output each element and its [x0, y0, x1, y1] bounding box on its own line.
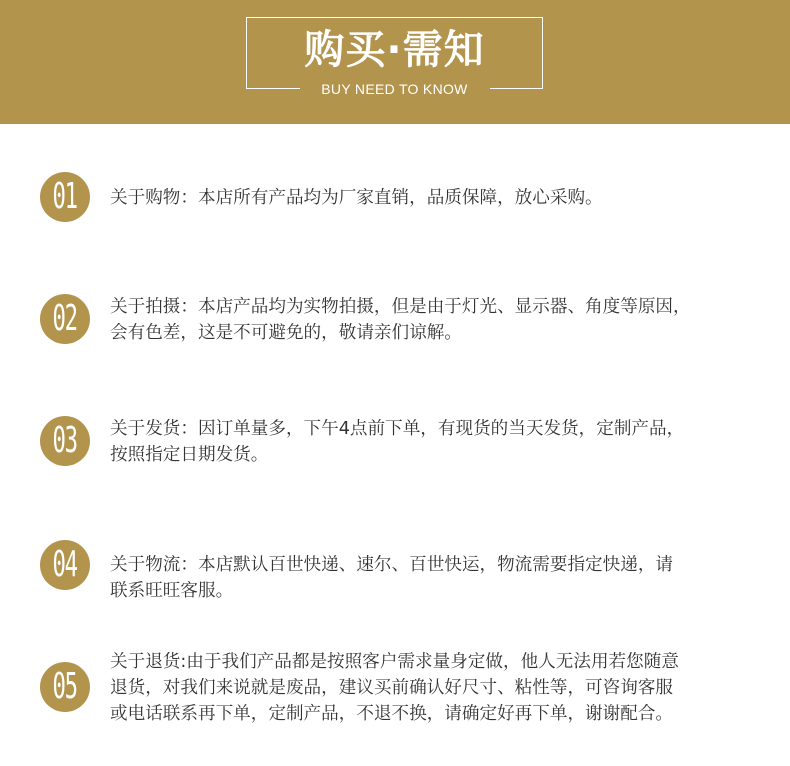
- item-number: 01: [52, 176, 78, 217]
- item-text: [110, 185, 770, 211]
- item-number-badge: [40, 662, 90, 712]
- item-text-line: 关于拍摄：本店产品均为实物拍摄，但是由于灯光、显示器、角度等原因，: [110, 297, 691, 317]
- item-text-line: 关于物流：本店默认百世快递、速尔、百世快运，物流需要指定快递，请: [110, 555, 674, 575]
- item-number: 04: [52, 544, 78, 585]
- item-number-badge: [40, 540, 90, 590]
- item-text-line: 或电话联系再下单，定制产品，不退不换，请确定好再下单，谢谢配合。: [110, 704, 674, 724]
- item-text-line: 按照指定日期发货。: [110, 445, 269, 465]
- item-text-line: 退货，对我们来说就是废品，建议买前确认好尺寸、粘性等，可咨询客服: [110, 678, 674, 698]
- item-number: 05: [52, 666, 78, 707]
- item-text: [110, 649, 770, 727]
- item-text-line: 关于发货：因订单量多，下午4点前下单，有现货的当天发货，定制产品，: [110, 419, 685, 439]
- item-text-line: 联系旺旺客服。: [110, 581, 234, 601]
- item-number-badge: [40, 416, 90, 466]
- item-text-line: 会有色差，这是不可避免的，敬请亲们谅解。: [110, 323, 462, 343]
- item-number-badge: [40, 294, 90, 344]
- item-text: [110, 294, 770, 346]
- item-text: [110, 552, 770, 604]
- item-number-badge: [40, 172, 90, 222]
- item-text-line: 关于退货:由于我们产品都是按照客户需求量身定做，他人无法用若您随意: [110, 652, 679, 672]
- page-subtitle: BUY NEED TO KNOW: [321, 81, 468, 97]
- page-title: 购买·需知: [304, 27, 485, 73]
- item-number: 03: [52, 420, 78, 461]
- header-banner: [0, 0, 790, 124]
- item-text: [110, 416, 770, 468]
- item-number: 02: [52, 298, 78, 339]
- item-text-line: 关于购物：本店所有产品均为厂家直销，品质保障，放心采购。: [110, 188, 603, 208]
